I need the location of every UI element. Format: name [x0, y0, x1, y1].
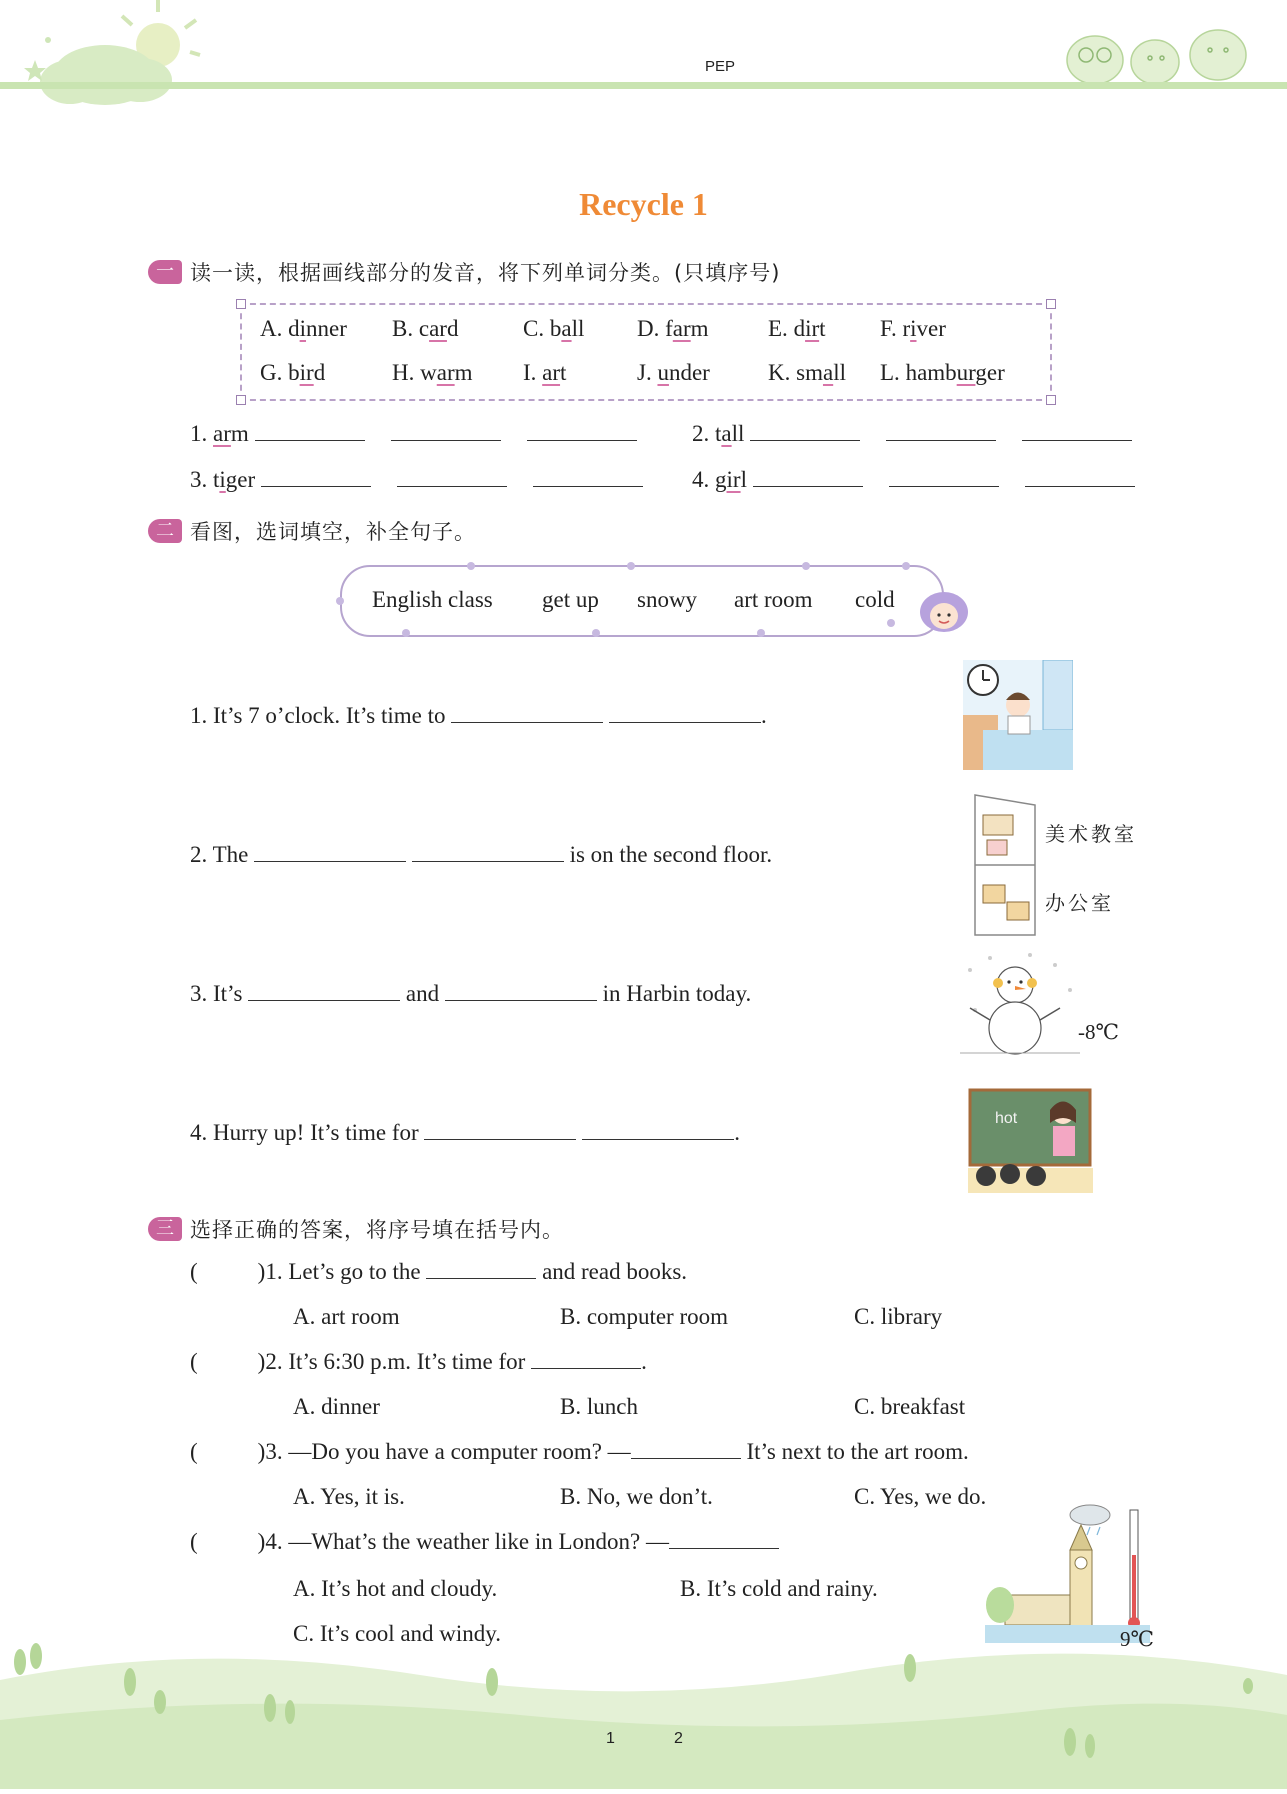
s3-q4-option-a: A. It’s hot and cloudy. — [293, 1576, 498, 1601]
section-2-badge: 二 — [148, 519, 182, 543]
temperature-label-london: 9℃ — [1120, 1627, 1154, 1651]
header-art-icon — [0, 0, 1287, 110]
s3-question-1 — [190, 1259, 687, 1285]
s2-q1-end: . — [761, 703, 767, 728]
word-option — [523, 360, 566, 386]
word-option — [392, 360, 473, 386]
word-part-pre: b — [549, 316, 562, 341]
word-part-pre: w — [420, 360, 437, 385]
word-part-ul: ar — [429, 316, 447, 341]
word-part-ul: ar — [672, 316, 691, 341]
word-part-prefix: 4. — [692, 467, 715, 492]
word-part-prefix: B. — [392, 316, 419, 341]
word-option — [768, 316, 826, 342]
word-part-post: ll — [731, 421, 745, 446]
word-part-ul: i — [219, 467, 226, 492]
sort-item — [190, 421, 637, 447]
word-part-pre: sm — [796, 360, 823, 385]
header-decoration — [0, 0, 1287, 110]
answer-blank[interactable] — [1025, 485, 1135, 487]
word-part-pre: c — [418, 316, 430, 341]
office-label: 办公室 — [1045, 891, 1114, 915]
word-option — [260, 316, 347, 342]
word-part-prefix: L. — [880, 360, 906, 385]
word-option — [880, 360, 1005, 386]
section-2-instruction: 看图，选词填空，补全句子。 — [190, 520, 476, 544]
s2-q3-end: in Harbin today. — [602, 981, 752, 1006]
english-class-picture — [968, 1088, 1093, 1198]
section-1-instruction: 读一读，根据画线部分的发音，将下列单词分类。(只填序号) — [190, 261, 781, 285]
answer-paren[interactable]: ( — [190, 1439, 198, 1464]
word-part-pre: t — [715, 421, 722, 446]
page-title: Recycle 1 — [579, 186, 708, 222]
s3-q2-option-c: C. breakfast — [854, 1394, 966, 1419]
word-bank-item: cold — [855, 587, 895, 612]
s3-q4-option-b: B. It’s cold and rainy. — [680, 1576, 878, 1601]
sort-item — [190, 467, 643, 493]
section-1-heading — [148, 257, 780, 287]
word-bank-item: get up — [542, 587, 599, 612]
s3-q3-option-c: C. Yes, we do. — [854, 1484, 987, 1509]
word-part-post: ll — [571, 316, 585, 341]
word-part-post: m — [454, 360, 473, 385]
s3-q3-option-a: A. Yes, it is. — [293, 1484, 405, 1509]
temperature-label-harbin: -8℃ — [1078, 1020, 1119, 1044]
word-part-ul: a — [822, 360, 834, 385]
answer-paren[interactable]: ( — [190, 1259, 198, 1284]
word-part-post: t — [560, 360, 567, 385]
word-part-ul: ir — [299, 360, 314, 385]
s3-q4-option-c: C. It’s cool and windy. — [293, 1621, 502, 1646]
word-part-pre: hamb — [905, 360, 957, 385]
word-part-prefix: E. — [768, 316, 794, 341]
word-part-ul: ir — [726, 467, 741, 492]
s3-q2-stem-end: . — [641, 1349, 647, 1374]
word-part-prefix: A. — [260, 316, 289, 341]
answer-blank[interactable] — [533, 485, 643, 487]
word-option — [880, 316, 946, 342]
page-number-left: 1 — [606, 1730, 615, 1747]
word-part-prefix: C. — [523, 316, 550, 341]
answer-blank[interactable] — [527, 439, 637, 441]
section-3-badge: 三 — [148, 1217, 182, 1241]
word-part-prefix: 2. — [692, 421, 715, 446]
section-1-badge: 一 — [148, 260, 182, 284]
word-part-prefix: 3. — [190, 467, 213, 492]
sort-item — [692, 467, 1135, 493]
s3-question-4 — [190, 1529, 779, 1555]
word-part-prefix: J. — [637, 360, 658, 385]
s2-question-3 — [190, 981, 751, 1007]
word-bank — [340, 565, 944, 637]
word-part-post: d — [313, 360, 326, 385]
word-part-ul: ar — [213, 421, 231, 446]
answer-blank[interactable] — [391, 439, 501, 441]
s2-q1-text: 1. It’s 7 o’clock. It’s time to — [190, 703, 446, 728]
section-3-instruction: 选择正确的答案，将序号填在括号内。 — [190, 1218, 564, 1242]
word-part-ul: a — [721, 421, 732, 446]
word-part-post: t — [819, 316, 826, 341]
word-part-post: m — [230, 421, 249, 446]
word-part-prefix: D. — [637, 316, 666, 341]
s2-question-4 — [190, 1120, 740, 1146]
word-part-prefix: F. — [880, 316, 903, 341]
s3-q1-option-c: C. library — [854, 1304, 943, 1329]
word-bank-item: art room — [734, 587, 813, 612]
word-part-post: ll — [833, 360, 846, 385]
blackboard-word: hot — [995, 1110, 1018, 1127]
answer-blank[interactable] — [750, 439, 860, 441]
word-option — [637, 316, 709, 342]
s3-q1-stem: )1. Let’s go to the — [257, 1259, 421, 1284]
word-part-pre: d — [793, 316, 806, 341]
school-floors-picture — [965, 790, 1041, 945]
s2-q2-end: is on the second floor. — [569, 842, 773, 867]
answer-blank[interactable] — [255, 439, 365, 441]
word-part-pre: t — [213, 467, 220, 492]
word-part-post: l — [740, 467, 747, 492]
s3-q3-stem-end: It’s next to the art room. — [746, 1439, 969, 1464]
word-option — [523, 316, 584, 342]
word-part-prefix: I. — [523, 360, 543, 385]
word-part-prefix: G. — [260, 360, 289, 385]
s3-q2-option-a: A. dinner — [293, 1394, 380, 1419]
answer-blank[interactable] — [886, 439, 996, 441]
word-option — [392, 316, 458, 342]
art-room-label: 美术教室 — [1045, 822, 1137, 846]
word-part-post: ger — [225, 467, 256, 492]
s2-q2-text: 2. The — [190, 842, 249, 867]
word-part-pre: g — [715, 467, 727, 492]
word-part-prefix: K. — [768, 360, 797, 385]
answer-blank[interactable] — [889, 485, 999, 487]
answer-paren[interactable]: ( — [190, 1529, 198, 1554]
word-part-ul: a — [561, 316, 572, 341]
s3-q2-stem: )2. It’s 6:30 p.m. It’s time for — [257, 1349, 526, 1374]
word-part-ul: i — [910, 316, 917, 341]
word-bank-item: snowy — [637, 587, 698, 612]
snowman-picture — [960, 950, 1080, 1060]
answer-blank[interactable] — [397, 485, 507, 487]
word-part-ul: ir — [805, 316, 820, 341]
sort-item — [692, 421, 1132, 447]
word-part-post: nner — [306, 316, 347, 341]
section-2-heading — [148, 516, 476, 546]
s3-q1-stem-end: and read books. — [542, 1259, 688, 1284]
word-part-pre: b — [288, 360, 300, 385]
header-rule — [0, 82, 1287, 89]
series-label: PEP — [705, 58, 736, 75]
girl-face-icon — [918, 590, 970, 641]
section-3-heading — [148, 1214, 564, 1244]
word-part-ul: u — [657, 360, 669, 385]
word-part-post: d — [446, 316, 459, 341]
s2-q3-text: 3. It’s — [190, 981, 243, 1006]
s2-q4-end: . — [734, 1120, 740, 1145]
s3-q4-stem: )4. —What’s the weather like in London? — — [257, 1529, 669, 1554]
word-part-post: nder — [668, 360, 710, 385]
word-part-ul: ur — [956, 360, 976, 385]
s2-question-1 — [190, 703, 767, 729]
answer-blank[interactable] — [261, 485, 371, 487]
s3-q1-option-b: B. computer room — [560, 1304, 728, 1329]
s2-question-2 — [190, 842, 772, 868]
wake-up-picture — [963, 660, 1073, 775]
footer-landscape — [0, 1620, 1287, 1789]
s3-q3-stem: )3. —Do you have a computer room? — — [257, 1439, 631, 1464]
word-part-prefix: 1. — [190, 421, 213, 446]
word-option — [637, 360, 710, 386]
word-part-post: ver — [916, 316, 946, 341]
footer-hills-icon — [0, 1620, 1287, 1789]
answer-paren[interactable]: ( — [190, 1349, 198, 1374]
s2-q4-text: 4. Hurry up! It’s time for — [190, 1120, 419, 1145]
answer-blank[interactable] — [753, 485, 863, 487]
page-number-right: 2 — [674, 1730, 683, 1747]
word-bank-item: English class — [372, 587, 493, 612]
s3-question-3 — [190, 1439, 969, 1465]
s3-q2-option-b: B. lunch — [560, 1394, 638, 1419]
word-option — [260, 360, 325, 386]
word-part-ul: ar — [436, 360, 455, 385]
word-part-ul: ar — [542, 360, 561, 385]
word-part-pre: d — [288, 316, 300, 341]
word-option — [768, 360, 846, 386]
word-part-post: m — [690, 316, 709, 341]
word-part-pre: f — [665, 316, 673, 341]
word-part-ul: i — [299, 316, 307, 341]
answer-blank[interactable] — [1022, 439, 1132, 441]
word-part-post: ger — [975, 360, 1005, 385]
s3-q1-option-a: A. art room — [293, 1304, 400, 1329]
word-part-prefix: H. — [392, 360, 421, 385]
s2-q3-and: and — [405, 981, 440, 1006]
word-part-pre: r — [902, 316, 911, 341]
s3-question-2 — [190, 1349, 647, 1375]
s3-q3-option-b: B. No, we don’t. — [560, 1484, 713, 1509]
